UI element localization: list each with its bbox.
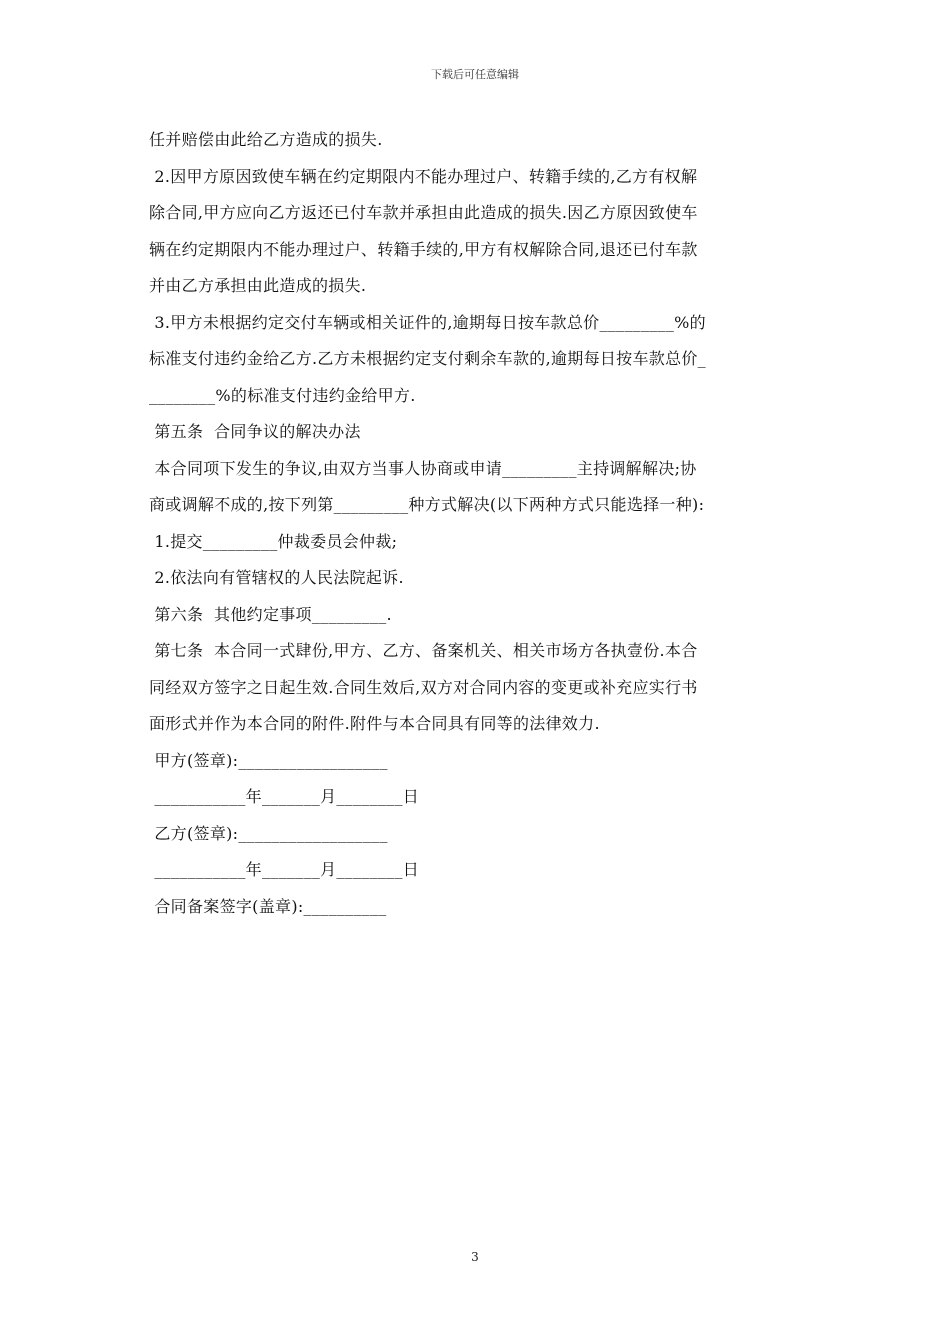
date-line: ___________年_______月________日 bbox=[149, 787, 420, 806]
section-heading: 第七条 本合同一式肆份,甲方、乙方、备案机关、相关市场方各执壹份.本合 bbox=[149, 641, 698, 660]
text-line: 并由乙方承担由此造成的损失. bbox=[149, 276, 367, 295]
text-line: 辆在约定期限内不能办理过户、转籍手续的,甲方有权解除合同,退还已付车款 bbox=[149, 239, 698, 259]
text-line: 同经双方签字之日起生效.合同生效后,双方对合同内容的变更或补充应实行书 bbox=[149, 677, 698, 697]
signature-line-party-a: 甲方(签章):__________________ bbox=[149, 750, 388, 770]
page-header-note: 下载后可任意编辑 bbox=[431, 68, 519, 81]
text-line: 1.提交_________仲裁委员会仲裁; bbox=[149, 531, 398, 551]
text-line: 除合同,甲方应向乙方返还已付车款并承担由此造成的损失.因乙方原因致使车 bbox=[149, 203, 698, 222]
text-line: 任并赔偿由此给乙方造成的损失. bbox=[149, 130, 383, 149]
text-line: 2.依法向有管辖权的人民法院起诉. bbox=[149, 568, 404, 587]
date-line: ___________年_______月________日 bbox=[149, 860, 420, 879]
section-heading: 第五条 合同争议的解决办法 bbox=[149, 422, 361, 441]
page-number: 3 bbox=[471, 1250, 479, 1264]
text-line: 2.因甲方原因致使车辆在约定期限内不能办理过户、转籍手续的,乙方有权解 bbox=[149, 166, 698, 186]
filing-signature-line: 合同备案签字(盖章):__________ bbox=[149, 896, 387, 916]
signature-line-party-b: 乙方(签章):__________________ bbox=[149, 823, 388, 843]
text-line: ________%的标准支付违约金给甲方. bbox=[149, 385, 416, 405]
text-line: 标准支付违约金给乙方.乙方未根据约定支付剩余车款的,逾期每日按车款总价_ bbox=[149, 349, 706, 368]
contract-body bbox=[149, 122, 809, 925]
text-line: 3.甲方未根据约定交付车辆或相关证件的,逾期每日按车款总价_________%的 bbox=[149, 312, 706, 332]
section-heading: 第六条 其他约定事项_________. bbox=[149, 604, 392, 624]
text-line: 面形式并作为本合同的附件.附件与本合同具有同等的法律效力. bbox=[149, 714, 600, 733]
text-line: 商或调解不成的,按下列第_________种方式解决(以下两种方式只能选择一种): bbox=[149, 495, 705, 514]
text-line: 本合同项下发生的争议,由双方当事人协商或申请_________主持调解解决;协 bbox=[149, 458, 697, 478]
